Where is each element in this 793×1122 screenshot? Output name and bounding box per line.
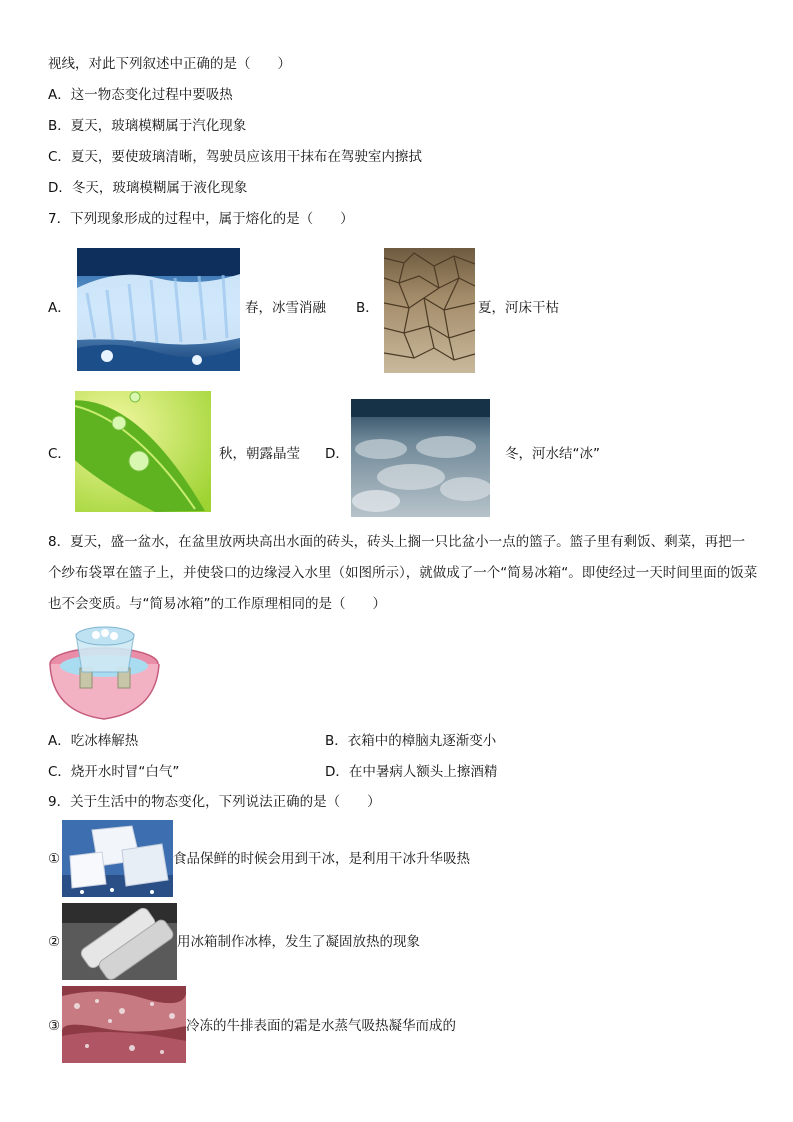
q9-item-2-text: 用冰箱制作冰棒，发生了凝固放热的现象 xyxy=(177,934,420,950)
q7-option-c-letter: C． xyxy=(48,446,71,462)
q9-item-3-text: 冷冻的牛排表面的霜是水蒸气吸热凝华而成的 xyxy=(186,1018,456,1034)
frozen-river-photo xyxy=(351,399,490,517)
q7-option-c-caption: 秋，朝露晶莹 xyxy=(219,446,300,462)
q7-option-a-letter: A． xyxy=(48,300,71,316)
q9-item-1-text: 食品保鲜的时候会用到干冰，是利用干冰升华吸热 xyxy=(173,851,470,867)
q9-item-2-mark: ② xyxy=(48,934,61,950)
q8-option-b: B．衣箱中的樟脑丸逐渐变小 xyxy=(325,733,497,749)
q7-option-b-letter: B． xyxy=(356,300,379,316)
dry-ice-photo xyxy=(62,820,173,897)
q7-stem: 7．下列现象形成的过程中，属于熔化的是（ ） xyxy=(48,211,354,227)
q9-item-1-mark: ① xyxy=(48,851,61,867)
q7-option-d-caption: 冬，河水结“冰” xyxy=(505,446,600,462)
q7-option-a-caption: 春，冰雪消融 xyxy=(245,300,326,316)
q8-stem: 8．夏天，盛一盆水，在盆里放两块高出水面的砖头，砖头上搁一只比盆小一点的篮子。篮子里有剩饭、剩菜，再把一个纱布袋罩在篮子上，并使袋口的边缘浸入水里（如图所示），就做成了一个“简易冰箱“。即使经过一天时间里面的饭菜也不会变质。与“简易冰箱”的工作原理相同的是（ ） xyxy=(48,534,758,612)
q9-item-3-mark: ③ xyxy=(48,1018,61,1034)
q6-option-a: A．这一物态变化过程中要吸热 xyxy=(48,87,233,103)
q6-stem-end: 视线，对此下列叙述中正确的是（ ） xyxy=(48,56,291,72)
ice-waterfall-photo xyxy=(77,248,240,371)
q8-option-c: C．烧开水时冒“白气” xyxy=(48,764,180,780)
q6-option-b: B．夏天，玻璃模糊属于汽化现象 xyxy=(48,118,247,134)
q8-option-d: D．在中暑病人额头上擦酒精 xyxy=(325,764,498,780)
ice-pop-photo xyxy=(62,903,177,980)
q8-option-a: A．吃冰棒解热 xyxy=(48,733,139,749)
frozen-steak-photo xyxy=(62,986,186,1063)
q6-option-c: C．夏天，要使玻璃清晰，驾驶员应该用干抹布在驾驶室内擦拭 xyxy=(48,149,422,165)
q7-option-b-caption: 夏，河床干枯 xyxy=(478,300,559,316)
q7-option-d-letter: D． xyxy=(325,446,349,462)
q9-stem: 9．关于生活中的物态变化，下列说法正确的是（ ） xyxy=(48,794,381,810)
leaf-dew-photo xyxy=(75,391,211,512)
q6-option-d: D．冬天，玻璃模糊属于液化现象 xyxy=(48,180,248,196)
simple-fridge-diagram xyxy=(48,622,161,722)
dry-riverbed-photo xyxy=(384,248,475,373)
